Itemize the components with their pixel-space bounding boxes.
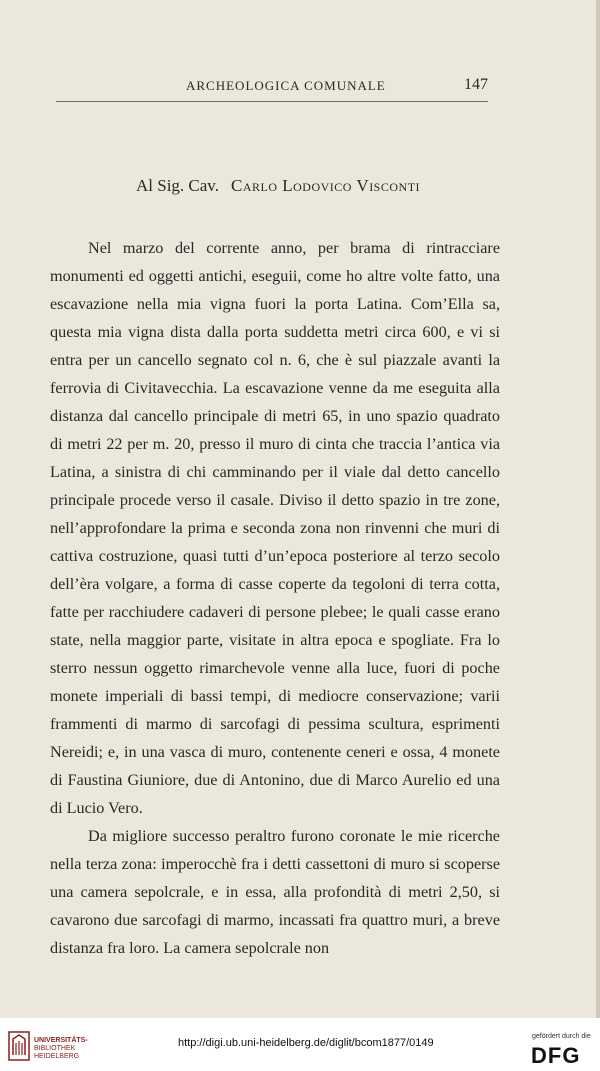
paragraph-2: Da migliore successo peraltro furono coronate le mie ricerche nella terza zona: imperocchè fra i detti cassettoni di muro si scoperse una camera sepolcrale, e in essa, alla profondità di metri 2,50, si cavarono due sarcofagi di marmo, incassati fra quattro muri, a breve distanza fra loro. La camera sepolcrale non — [50, 827, 500, 957]
body-text — [50, 234, 500, 962]
library-city: HEIDELBERG — [34, 1053, 80, 1060]
source-url-link[interactable]: http://digi.ub.uni-heidelberg.de/diglit/bcom1877/0149 — [178, 1037, 434, 1049]
page-number: 147 — [464, 76, 488, 93]
library-logo-icon — [8, 1031, 30, 1061]
heading-name: Carlo Lodovico Visconti — [231, 176, 421, 195]
library-name-2: BIBLIOTHEK — [34, 1045, 76, 1052]
funder-line: gefördert durch die — [532, 1033, 591, 1040]
heading-prefix: Al Sig. Cav. — [136, 176, 219, 195]
dfg-logo: DFG — [531, 1043, 581, 1068]
header-rule — [56, 101, 488, 102]
running-title: ARCHEOLOGICA COMUNALE — [186, 78, 386, 93]
library-name: UNIVERSITÄTS- — [34, 1037, 88, 1044]
paragraph-1: Nel marzo del corrente anno, per brama di rintracciare monumenti ed oggetti antichi, eseguii, come ho altre volte fatto, una escavazione nella mia vigna fuori la porta Latina. Com’Ella sa, questa mia vigna dista dalla porta suddetta metri circa 600, e vi si entra per un cancello segnato col n. 6, che è sul piazzale avanti la ferrovia di Civitavecchia. La escavazione venne da me eseguita alla distanza dal cancello principale di metri 65, in uno spazio quadrato di metri 22 per m. 20, presso il muro di cinta che traccia l’antica via Latina, a sinistra di chi camminando per il viale dal detto cancello principale procede verso il casale. Diviso il detto spazio in tre zone, nell’approfondare la prima e seconda zona non rinvenni che muri di cattiva costruzione, quasi tutti d’un’epoca posteriore al terzo secolo dell’èra volgare, a forma di casse coperte da tegoloni di terra cotta, fatte per racchiudere cadaveri di persone plebee; le quali casse erano state, nella maggior parte, visitate in altra epoca e spogliate. Fra lo sterro nessun oggetto rimarchevole venne alla luce, fuori di poche monete imperiali di bassi tempi, di mediocre conservazione; varii frammenti di marmo di sarcofagi di pessima scultura, esprimenti Nereidi; e, in una vasca di muro, contenente ceneri e ossa, 4 monete di Faustina Giuniore, due di Antonino, due di Marco Aurelio ed una di Lucio Vero. — [50, 239, 500, 817]
running-head — [56, 78, 488, 100]
library-logo-text — [34, 1037, 88, 1061]
